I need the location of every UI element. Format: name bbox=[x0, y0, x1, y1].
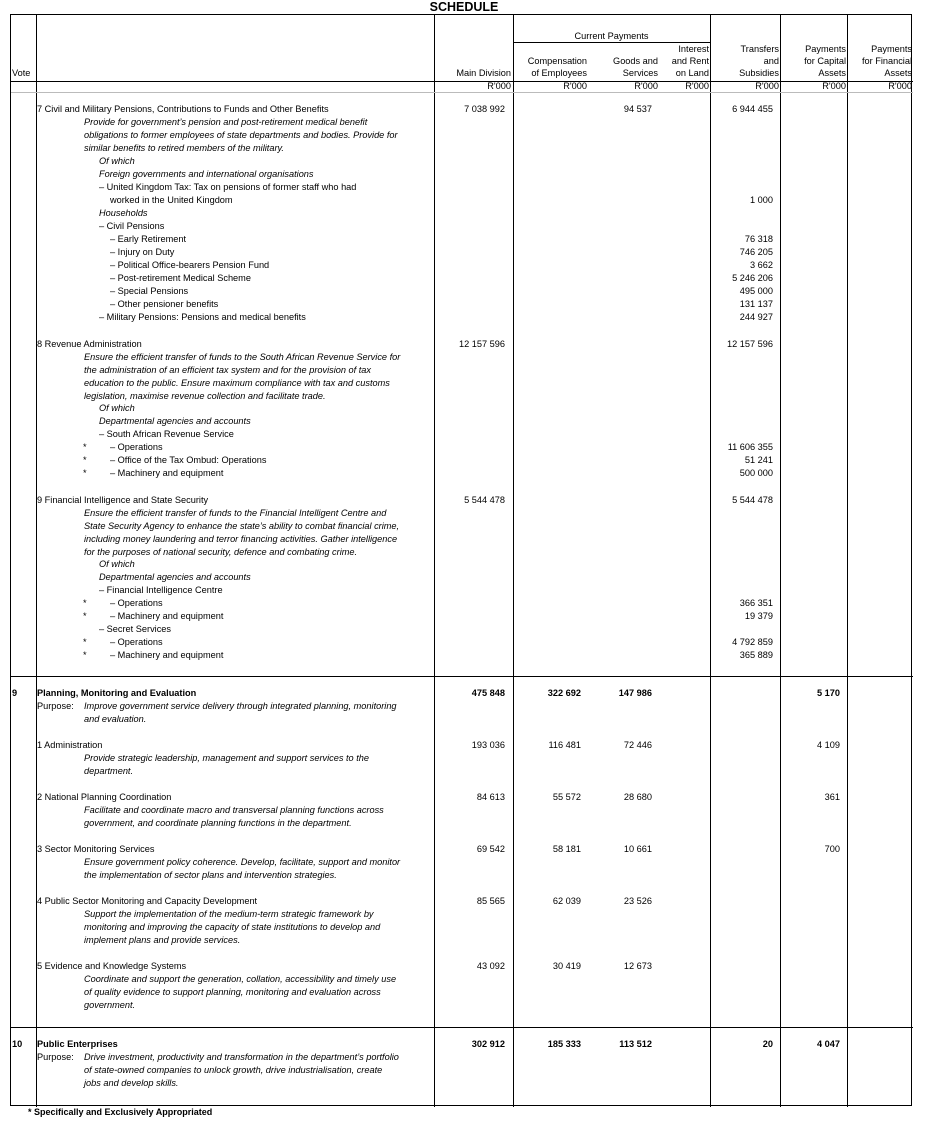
programme-description: the implementation of sector plans and intervention strategies. bbox=[84, 870, 337, 880]
line-item: – South African Revenue Service bbox=[99, 429, 234, 439]
unit-rule bbox=[11, 92, 913, 93]
unit-label: R'000 bbox=[755, 81, 779, 91]
programme-title: 5 Evidence and Knowledge Systems bbox=[37, 961, 187, 971]
amount-transfers: 131 137 bbox=[739, 299, 773, 309]
programme-description: Coordinate and support the generation, collation, accessibility and timely use bbox=[84, 974, 397, 984]
programme-description: implement plans and provide services. bbox=[84, 935, 241, 945]
programme-description: Ensure the efficient transfer of funds to the Financial Intelligent Centre and bbox=[84, 508, 387, 518]
grid-line bbox=[434, 15, 435, 1107]
programme-description: department. bbox=[84, 766, 134, 776]
amount-transfers: 365 889 bbox=[739, 650, 773, 660]
interest-header: Interest bbox=[678, 44, 709, 54]
line-item: – Financial Intelligence Centre bbox=[99, 585, 223, 595]
schedule-table: Vote Current Payments Main Division Compensation of Employees Goods and Services Interest and Rent on Land Transfers and Subsidies Payments for Capital Assets Payments for Financial Assets R'000 R'000 R'000 R'000 R'000 R'000 R'000 7 Civil and Military Pensions, Contributions to Funds and Other Benefits 7 038 992 94 537 6 944 455 Provide for government’s pension and post-retirement medical benefit obligations to former employees of state departments and bodies. Provide for similar benefits to retired members of the military. Of which Foreign governments and international organisations – United Kingdom Tax: Tax on pensions of former staff who had worked in the United Kingdom 1 000 Households – Civil Pensions – Early Retirement 76 318 – Injury on Duty 746 205 – Political Office-bearers Pension Fund 3 662 – Post-retirement Medical Scheme 5 246 206 – Special Pensions 495 000 – Other pensioner benefits 131 137 – Military Pensions: Pensions and medical benefits 244 927 8 Revenue Administration 12 157 596 12 157 596 Ensure the efficient transfer of funds to the South African Revenue Service for the administration of an efficient tax system and for the provision of tax education to the public. Ensure maximum compliance with tax and customs legislation, maximise revenue collection and facilitate trade. Of which Departmental agencies and accounts – South African Revenue Service * – Operations 11 606 355 * – Office of the Tax Ombud: Operations 51 241 * – Machinery and equipment 500 000 9 Financial Intelligence and State Security 5 544 478 5 544 478 Ensure the efficient transfer of funds to the Financial Intelligent Centre and State Security Agency to enhance the state’s ability to combat financial crime, including money laundering and terror financing activities. Gather intelligence for the purposes of national security, defence and combating crime. Of which Departmental agencies and accounts – Financial Intelligence Centre * – Operations 366 351 * – Machinery and equipment 19 379 – Secret Services * – Operations 4 792 859 * – Machinery and equipment 365 889 9 Planning, Monitoring and Evaluation 475 848 322 692 147 986 5 170 Purpose: Improve government service delivery through integrated planning, monitoring and evaluation. 1 Administration 193 036 116 481 72 446 4 109 Provide strategic leadership, management and support services to the department. 2 National Planning Coordination 84 613 55 572 28 680 361 Facilitate and coordinate macro and transversal planning functions across government, and coordinate planning functions in the department. 3 Sector Monitoring Services 69 542 58 181 10 661 700 Ensure government policy coherence. Develop, facilitate, support and monitor the implementation of sector plans and intervention strategies. 4 Public Sector Monitoring and Capacity Development 85 565 62 039 23 526 Support the implementation of the medium-term strategic framework by monitoring and improving the capacity of state institutions to develop and implement plans and provide services. 5 Evidence and Knowledge Systems 43 092 30 419 12 673 Coordinate and support the generation, collation, accessibility and timely use of quality evidence to support planning, monitoring and evaluation across government. 10 Public Enterprises 302 912 185 333 113 512 20 4 047 Purpose: Drive investment, productivity and transformation in the department’s portfolio of state-owned companies to unlock growth, drive industrialisation, create jobs and develop skills. bbox=[10, 14, 912, 1106]
programme-description: the administration of an efficient tax system and for the provision of tax bbox=[84, 365, 372, 375]
financial-header: Payments bbox=[871, 44, 912, 54]
vote-header: Vote bbox=[12, 68, 31, 78]
amount-goods: 10 661 bbox=[623, 844, 652, 854]
line-item: – Political Office-bearers Pension Fund bbox=[110, 260, 270, 270]
footnote: * Specifically and Exclusively Appropriated bbox=[28, 1107, 213, 1117]
section-rule bbox=[11, 676, 913, 677]
appropriation-marker: * bbox=[83, 455, 87, 465]
unit-label: R'000 bbox=[685, 81, 709, 91]
purpose-text: Drive investment, productivity and transformation in the department’s portfolio bbox=[84, 1052, 399, 1062]
programme-description: Provide for government’s pension and post-retirement medical benefit bbox=[84, 117, 368, 127]
amount-transfers: 12 157 596 bbox=[727, 339, 773, 349]
grid-line bbox=[36, 15, 37, 1107]
programme-title: 9 Financial Intelligence and State Security bbox=[37, 495, 209, 505]
programme-description: government, and coordinate planning functions in the department. bbox=[84, 818, 352, 828]
amount-main: 84 613 bbox=[476, 792, 505, 802]
line-item: – Injury on Duty bbox=[110, 247, 175, 257]
transfers-header: Transfers bbox=[740, 44, 779, 54]
amount-capital: 5 170 bbox=[817, 688, 840, 698]
amount-transfers: 20 bbox=[762, 1039, 773, 1049]
programme-description: education to the public. Ensure maximum compliance with tax and customs bbox=[84, 378, 390, 388]
current-payments-header: Current Payments bbox=[574, 31, 649, 41]
amount-main: 12 157 596 bbox=[459, 339, 505, 349]
amount-capital: 361 bbox=[824, 792, 840, 802]
amount-main: 302 912 bbox=[471, 1039, 505, 1049]
amount-comp: 58 181 bbox=[552, 844, 581, 854]
amount-goods: 113 512 bbox=[619, 1039, 652, 1049]
line-item: – Early Retirement bbox=[110, 234, 187, 244]
amount-capital: 4 109 bbox=[817, 740, 840, 750]
amount-transfers: 495 000 bbox=[739, 286, 773, 296]
amount-capital: 700 bbox=[824, 844, 840, 854]
programme-description: Facilitate and coordinate macro and transversal planning functions across bbox=[84, 805, 384, 815]
amount-goods: 72 446 bbox=[623, 740, 652, 750]
vote-title: Public Enterprises bbox=[37, 1039, 118, 1049]
amount-comp: 322 692 bbox=[547, 688, 581, 698]
amount-goods: 94 537 bbox=[623, 104, 652, 114]
line-item: Of which bbox=[99, 559, 135, 569]
line-item: – Post-retirement Medical Scheme bbox=[110, 273, 251, 283]
line-item: – Other pensioner benefits bbox=[110, 299, 219, 309]
section-rule bbox=[11, 1027, 913, 1028]
grid-line bbox=[780, 15, 781, 1107]
programme-title: 8 Revenue Administration bbox=[37, 339, 142, 349]
amount-goods: 147 986 bbox=[618, 688, 652, 698]
programme-title: 1 Administration bbox=[37, 740, 103, 750]
amount-transfers: 5 544 478 bbox=[732, 495, 773, 505]
main-division-header: Main Division bbox=[456, 68, 511, 78]
amount-transfers: 11 606 355 bbox=[727, 442, 773, 452]
amount-goods: 28 680 bbox=[623, 792, 652, 802]
amount-goods: 23 526 bbox=[623, 896, 652, 906]
amount-comp: 116 481 bbox=[548, 740, 581, 750]
purpose-label: Purpose: bbox=[37, 1052, 74, 1062]
unit-label: R'000 bbox=[563, 81, 587, 91]
line-item: – United Kingdom Tax: Tax on pensions of former staff who had bbox=[99, 182, 357, 192]
programme-description: including money laundering and terror financing activities. Gather intelligence bbox=[84, 534, 398, 544]
amount-transfers: 51 241 bbox=[744, 455, 773, 465]
amount-main: 475 848 bbox=[471, 688, 505, 698]
amount-main: 193 036 bbox=[471, 740, 505, 750]
unit-label: R'000 bbox=[634, 81, 658, 91]
programme-description: Ensure the efficient transfer of funds to the South African Revenue Service for bbox=[84, 352, 401, 362]
programme-description: government. bbox=[84, 1000, 136, 1010]
amount-main: 5 544 478 bbox=[464, 495, 505, 505]
amount-transfers: 6 944 455 bbox=[732, 104, 773, 114]
amount-transfers: 244 927 bbox=[739, 312, 773, 322]
appropriation-marker: * bbox=[83, 442, 87, 452]
programme-description: obligations to former employees of state departments and bodies. Provide for bbox=[84, 130, 398, 140]
line-item: – Civil Pensions bbox=[99, 221, 165, 231]
programme-description: State Security Agency to enhance the state’s ability to combat financial crime, bbox=[84, 521, 400, 531]
goods-header: Goods and bbox=[613, 56, 658, 66]
line-item: – Machinery and equipment bbox=[110, 468, 224, 478]
amount-transfers: 366 351 bbox=[739, 598, 773, 608]
amount-transfers: 500 000 bbox=[739, 468, 773, 478]
line-item: Departmental agencies and accounts bbox=[99, 572, 251, 582]
amount-transfers: 746 205 bbox=[739, 247, 773, 257]
capital-header: Payments bbox=[805, 44, 846, 54]
purpose-label: Purpose: bbox=[37, 701, 74, 711]
unit-label: R'000 bbox=[822, 81, 846, 91]
line-item: Departmental agencies and accounts bbox=[99, 416, 251, 426]
programme-title: 4 Public Sector Monitoring and Capacity Development bbox=[37, 896, 258, 906]
programme-description: Ensure government policy coherence. Develop, facilitate, support and monitor bbox=[84, 857, 401, 867]
line-item: Households bbox=[99, 208, 148, 218]
appropriation-marker: * bbox=[83, 598, 87, 608]
amount-main: 69 542 bbox=[476, 844, 505, 854]
vote-number: 10 bbox=[12, 1039, 23, 1049]
amount-capital: 4 047 bbox=[817, 1039, 840, 1049]
line-item: – Machinery and equipment bbox=[110, 611, 224, 621]
amount-transfers: 5 246 206 bbox=[732, 273, 773, 283]
programme-title: 7 Civil and Military Pensions, Contributions to Funds and Other Benefits bbox=[37, 104, 329, 114]
line-item: Of which bbox=[99, 156, 135, 166]
grid-line bbox=[513, 15, 514, 1107]
programme-description: similar benefits to retired members of the military. bbox=[84, 143, 284, 153]
amount-transfers: 19 379 bbox=[744, 611, 773, 621]
programme-description: monitoring and improving the capacity of state institutions to develop and bbox=[84, 922, 381, 932]
programme-description: of quality evidence to support planning, monitoring and evaluation across bbox=[84, 987, 381, 997]
programme-description: for the purposes of national security, defence and combating crime. bbox=[84, 547, 358, 557]
purpose-text: jobs and develop skills. bbox=[84, 1078, 179, 1088]
appropriation-marker: * bbox=[83, 637, 87, 647]
amount-comp: 185 333 bbox=[547, 1039, 581, 1049]
line-item: – Military Pensions: Pensions and medical benefits bbox=[99, 312, 306, 322]
programme-description: legislation, maximise revenue collection and facilitate trade. bbox=[84, 391, 326, 401]
page-title: SCHEDULE bbox=[429, 0, 499, 14]
line-item: – Special Pensions bbox=[110, 286, 189, 296]
line-item: – Operations bbox=[110, 442, 163, 452]
programme-description: Provide strategic leadership, management and support services to the bbox=[84, 753, 369, 763]
unit-label: R'000 bbox=[487, 81, 511, 91]
amount-main: 7 038 992 bbox=[464, 104, 505, 114]
line-item: Of which bbox=[99, 403, 135, 413]
purpose-text: Improve government service delivery through integrated planning, monitoring bbox=[84, 701, 397, 711]
amount-goods: 12 673 bbox=[623, 961, 652, 971]
line-item: – Operations bbox=[110, 598, 163, 608]
amount-comp: 30 419 bbox=[552, 961, 581, 971]
line-item: – Secret Services bbox=[99, 624, 171, 634]
programme-title: 3 Sector Monitoring Services bbox=[37, 844, 155, 854]
line-item: – Operations bbox=[110, 637, 163, 647]
amount-transfers: 4 792 859 bbox=[732, 637, 773, 647]
amount-comp: 55 572 bbox=[552, 792, 581, 802]
unit-label: R'000 bbox=[888, 81, 912, 91]
grid-line bbox=[710, 15, 711, 1107]
purpose-text: of state-owned companies to unlock growth, drive industrialisation, create bbox=[84, 1065, 383, 1075]
amount-transfers: 3 662 bbox=[750, 260, 773, 270]
vote-title: Planning, Monitoring and Evaluation bbox=[37, 688, 197, 698]
line-item: worked in the United Kingdom bbox=[110, 195, 233, 205]
grid-line bbox=[847, 15, 848, 1107]
programme-title: 2 National Planning Coordination bbox=[37, 792, 172, 802]
line-item: – Office of the Tax Ombud: Operations bbox=[110, 455, 267, 465]
purpose-text: and evaluation. bbox=[84, 714, 147, 724]
amount-main: 43 092 bbox=[476, 961, 505, 971]
amount-transfers: 1 000 bbox=[750, 195, 773, 205]
vote-number: 9 bbox=[12, 688, 18, 698]
line-item: Foreign governments and international organisations bbox=[99, 169, 314, 179]
amount-transfers: 76 318 bbox=[744, 234, 773, 244]
line-item: – Machinery and equipment bbox=[110, 650, 224, 660]
compensation-header: Compensation bbox=[527, 56, 587, 66]
appropriation-marker: * bbox=[83, 611, 87, 621]
programme-description: Support the implementation of the medium-term strategic framework by bbox=[84, 909, 374, 919]
appropriation-marker: * bbox=[83, 650, 87, 660]
amount-comp: 62 039 bbox=[552, 896, 581, 906]
amount-main: 85 565 bbox=[476, 896, 505, 906]
appropriation-marker: * bbox=[83, 468, 87, 478]
